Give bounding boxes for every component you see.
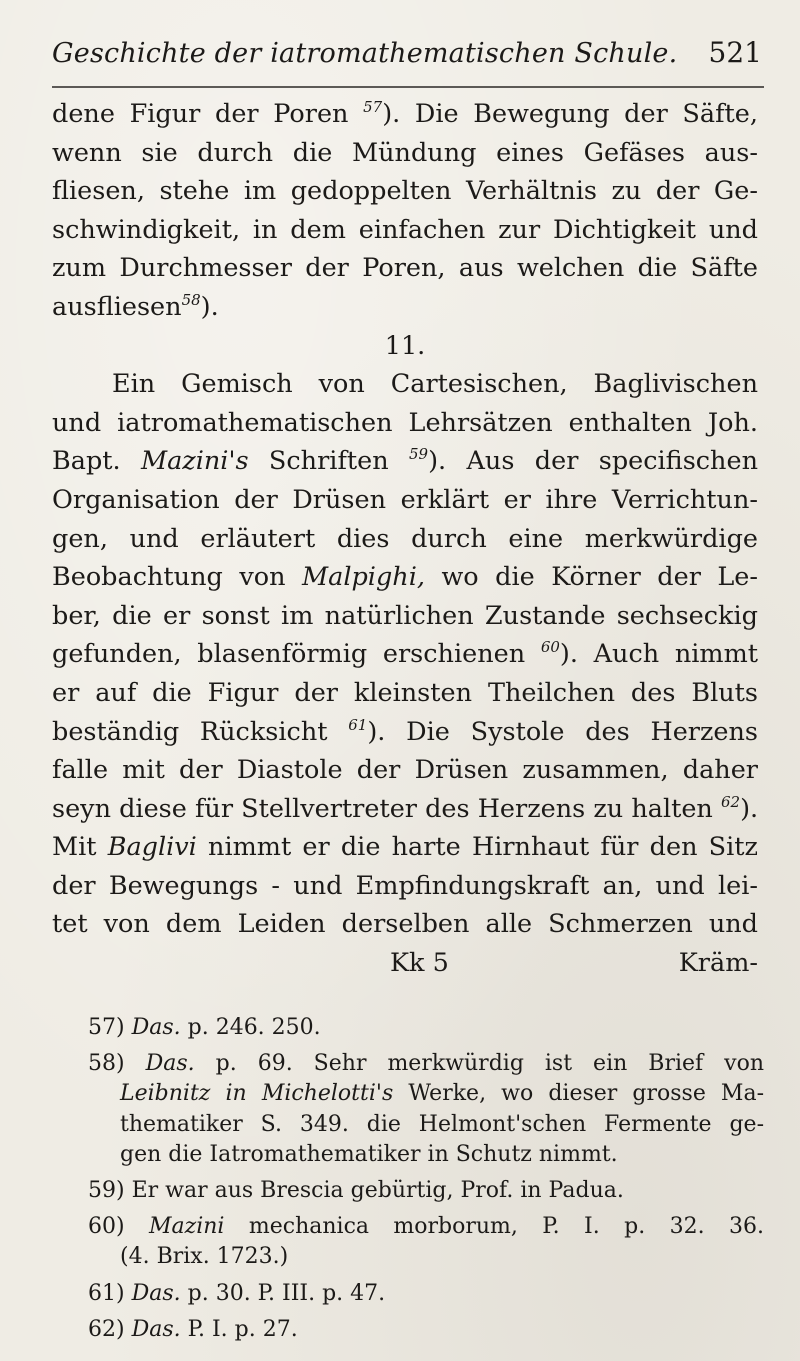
catchword: Kräm- xyxy=(678,948,758,979)
footnote-number: 58) xyxy=(88,1051,125,1077)
footnote-ref: 62 xyxy=(720,792,741,811)
text-segment: Schriften xyxy=(268,446,389,477)
text-segment: p. 30. P. III. p. 47. xyxy=(187,1280,386,1306)
text-segment: Das. xyxy=(131,1015,181,1040)
person-name: Michelotti's xyxy=(261,1081,394,1107)
text-line: ber, die er sonst im natürlichen Zustande sechseckig xyxy=(52,600,758,631)
text-segment: Werke, wo dieser grosse Ma- xyxy=(408,1081,765,1107)
footnote-58-line xyxy=(88,1079,764,1109)
text-line: falle mit der Diastole der Drüsen zusammen, daher xyxy=(52,755,758,786)
text-line xyxy=(52,442,758,481)
text-segment: ). Die Systole des Herzens xyxy=(367,716,759,747)
footnote-ref: 58 xyxy=(181,290,201,309)
footnote-60 xyxy=(88,1212,764,1242)
text-line xyxy=(52,95,758,134)
text-segment: nimmt er die harte Hirnhaut für den Sitz xyxy=(208,832,758,863)
text-segment: Bapt. xyxy=(52,446,121,477)
text-line: Organisation der Drüsen erklärt er ihre Verrichtun- xyxy=(52,484,758,515)
footnote-number: 62) xyxy=(88,1316,125,1342)
text-segment: wo die Körner der Le- xyxy=(441,562,759,593)
footnote-60-line: (4. Brix. 1723.) xyxy=(120,1244,289,1270)
person-name: Leibnitz xyxy=(120,1081,211,1107)
text-segment: Das. xyxy=(145,1051,195,1077)
footnote-61 xyxy=(88,1279,764,1309)
text-line: schwindigkeit, in dem einfachen zur Dichtigkeit und xyxy=(52,214,758,245)
text-line xyxy=(52,558,758,597)
text-segment: Beobachtung von xyxy=(52,562,286,593)
text-line xyxy=(52,288,758,327)
text-line: tet von dem Leiden derselben alle Schmerzen und xyxy=(52,909,758,940)
header-rule xyxy=(52,86,764,88)
text-segment: ausfliesen xyxy=(52,291,182,322)
text-segment: in xyxy=(225,1081,247,1107)
running-title: Geschichte der iatromathematischen Schule. xyxy=(52,38,678,69)
text-segment: dene Figur der Poren xyxy=(52,99,349,129)
page-header xyxy=(52,36,762,80)
text-line: und iatromathematischen Lehrsätzen enthalten Joh. xyxy=(52,407,758,438)
person-name: Baglivi xyxy=(107,832,197,863)
footnote-58 xyxy=(88,1049,764,1079)
footnote-ref: 59 xyxy=(409,445,429,464)
text-segment: gefunden, blasenförmig erschienen xyxy=(52,639,526,670)
footnote-number: 57) xyxy=(88,1015,125,1040)
text-line xyxy=(52,713,758,752)
main-text xyxy=(52,95,758,983)
signature-line xyxy=(52,944,758,983)
footnote-57 xyxy=(88,1013,764,1043)
text-line xyxy=(52,790,758,829)
footnote-59 xyxy=(88,1176,764,1206)
text-line xyxy=(52,635,758,674)
text-segment: seyn diese für Stellvertreter des Herzens zu halten xyxy=(52,793,713,824)
text-line: Ein Gemisch von Cartesischen, Baglivischen xyxy=(112,369,758,400)
text-line: der Bewegungs - und Empfindungskraft an, und lei- xyxy=(52,870,758,901)
text-segment: ). Auch nimmt xyxy=(559,639,759,670)
text-line: er auf die Figur der kleinsten Theilchen des Bluts xyxy=(52,677,758,708)
footnote-number: 59) xyxy=(88,1178,125,1204)
footnotes xyxy=(88,1013,764,1345)
text-line xyxy=(52,828,758,867)
text-segment: beständig Rücksicht xyxy=(52,716,328,747)
text-segment: Mit xyxy=(52,832,97,863)
text-segment: ). xyxy=(200,291,219,322)
footnote-62 xyxy=(88,1315,764,1345)
section-number: 11. xyxy=(384,330,426,361)
text-line: gen, und erläutert dies durch eine merkwürdige xyxy=(52,523,758,554)
footnote-ref: 57 xyxy=(363,98,383,116)
text-segment: p. 246. 250. xyxy=(187,1015,321,1040)
footnote-number: 61) xyxy=(88,1280,125,1306)
footnote-ref: 60 xyxy=(540,638,560,657)
text-segment: Er war aus Brescia gebürtig, Prof. in Padua. xyxy=(131,1178,624,1204)
footnote-58-line: gen die Iatromathematiker in Schutz nimmt. xyxy=(120,1141,618,1167)
text-segment: P. I. p. 27. xyxy=(187,1316,298,1342)
signature-mark: Kk 5 xyxy=(390,948,449,979)
text-segment: mechanica morborum, P. I. p. 32. 36. xyxy=(248,1214,764,1240)
text-segment: ). Aus der specifischen xyxy=(428,446,758,477)
text-segment: ). Die Bewegung der Säfte, xyxy=(382,99,758,129)
text-segment: Das. xyxy=(131,1316,181,1342)
text-line: wenn sie durch die Mündung eines Gefäses aus- xyxy=(52,137,758,168)
footnote-58-line: thematiker S. 349. die Helmont'schen Fermente ge- xyxy=(120,1111,764,1137)
text-line: fliesen, stehe im gedoppelten Verhältnis zu der Ge- xyxy=(52,176,758,207)
text-segment: ). xyxy=(740,793,759,824)
text-segment: p. 69. Sehr merkwürdig ist ein Brief von xyxy=(215,1051,764,1077)
footnote-ref: 61 xyxy=(348,715,368,734)
footnote-number: 60) xyxy=(88,1214,125,1240)
text-segment: Das. xyxy=(131,1280,181,1306)
person-name: Mazini xyxy=(148,1214,225,1240)
person-name: Mazini's xyxy=(140,446,249,477)
person-name: Malpighi, xyxy=(302,562,425,593)
page-number: 521 xyxy=(708,36,762,69)
text-line: zum Durchmesser der Poren, aus welchen die Säfte xyxy=(52,253,758,284)
